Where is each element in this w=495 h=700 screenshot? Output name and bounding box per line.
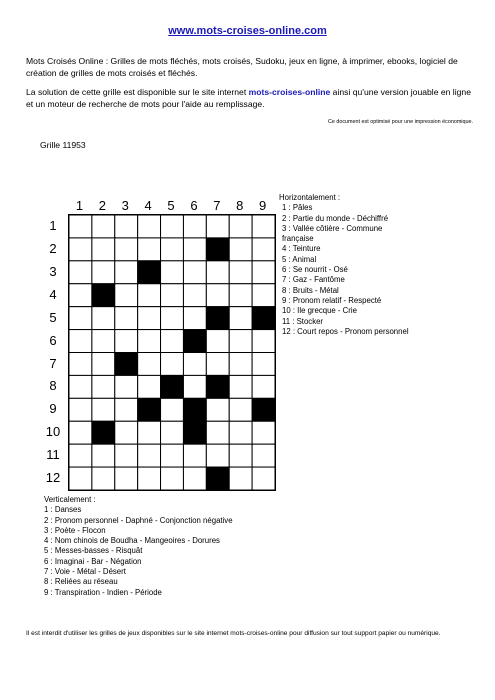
grid-cell[interactable] xyxy=(229,238,252,261)
grid-cell[interactable] xyxy=(92,238,115,261)
grid-cell[interactable] xyxy=(69,467,92,490)
grid-cell[interactable] xyxy=(92,330,115,353)
grid-cell[interactable] xyxy=(69,398,92,421)
grid-cell[interactable] xyxy=(115,398,138,421)
row-number: 5 xyxy=(49,309,57,325)
grid-cell[interactable] xyxy=(69,353,92,376)
grid-id: Grille 11953 xyxy=(40,140,86,150)
black-cell xyxy=(92,284,115,307)
clue-item: 8 : Reliées au réseau xyxy=(44,577,118,587)
grid-cell[interactable] xyxy=(115,307,138,330)
grid-cell[interactable] xyxy=(138,215,161,238)
clue-item: 9 : Pronom relatif - Respecté xyxy=(282,295,382,305)
column-number: 8 xyxy=(236,198,244,213)
grid-cell[interactable] xyxy=(183,444,206,467)
grid-cell[interactable] xyxy=(92,398,115,421)
grid-cell[interactable] xyxy=(69,375,92,398)
row-number: 8 xyxy=(49,378,57,394)
black-cell xyxy=(138,398,161,421)
solution-text-before: La solution de cette grille est disponible sur le site internet xyxy=(26,87,249,97)
column-number: 1 xyxy=(75,198,84,213)
grid-cell[interactable] xyxy=(115,215,138,238)
clue-item: 4 : Teinture xyxy=(282,244,321,254)
grid-cell[interactable] xyxy=(229,261,252,284)
clue-item: 10 : Ile grecque - Crie xyxy=(282,306,357,316)
grid-cell[interactable] xyxy=(252,261,275,284)
grid-cell[interactable] xyxy=(138,330,161,353)
black-cell xyxy=(183,398,206,421)
clue-item: 7 : Voie - Métal - Désert xyxy=(44,567,126,577)
grid-cell[interactable] xyxy=(206,421,229,444)
grid-cell[interactable] xyxy=(69,330,92,353)
column-numbers xyxy=(68,198,275,214)
grid-cell[interactable] xyxy=(183,284,206,307)
grid-cell[interactable] xyxy=(206,444,229,467)
grid-cell[interactable] xyxy=(206,215,229,238)
solution-text-after: ainsi qu'une version jouable en ligne et un moteur de recherche de mots pour l'aide au remplissage. xyxy=(26,87,471,109)
column-number: 3 xyxy=(121,198,129,213)
grid-cell[interactable] xyxy=(138,284,161,307)
crossword-grid-svg xyxy=(69,215,275,490)
horizontal-clues-title: Horizontalement : xyxy=(279,193,341,202)
clue-item: 11 : Stocker xyxy=(282,316,324,326)
grid-cell[interactable] xyxy=(161,467,184,490)
grid-cell[interactable] xyxy=(69,284,92,307)
grid-cell[interactable] xyxy=(252,238,275,261)
clue-item: 6 : Imaginai - Bar - Négation xyxy=(44,556,142,566)
grid-cell[interactable] xyxy=(183,307,206,330)
grid-cell[interactable] xyxy=(229,467,252,490)
grid-cell[interactable] xyxy=(115,261,138,284)
grid-cell[interactable] xyxy=(69,421,92,444)
grid-cell[interactable] xyxy=(138,353,161,376)
row-number: 3 xyxy=(49,263,57,279)
grid-cell[interactable] xyxy=(92,353,115,376)
row-number: 9 xyxy=(49,401,57,417)
brand-link[interactable]: mots-croises-online xyxy=(248,87,331,97)
grid-cell[interactable] xyxy=(161,398,184,421)
grid-cell[interactable] xyxy=(252,215,275,238)
vertical-clue-list xyxy=(44,505,344,598)
grid-cell[interactable] xyxy=(183,261,206,284)
grid-cell[interactable] xyxy=(115,330,138,353)
grid-cell[interactable] xyxy=(69,238,92,261)
grid-cell[interactable] xyxy=(115,284,138,307)
row-number: 1 xyxy=(49,218,57,233)
column-number: 2 xyxy=(98,198,106,213)
row-number: 12 xyxy=(45,470,61,486)
black-cell xyxy=(138,261,161,284)
clue-item: 6 : Se nourrit - Osé xyxy=(282,265,348,275)
grid-cell[interactable] xyxy=(69,261,92,284)
grid-cell[interactable] xyxy=(161,215,184,238)
grid-cell[interactable] xyxy=(252,353,275,376)
grid-cell[interactable] xyxy=(69,215,92,238)
grid-cell[interactable] xyxy=(229,330,252,353)
column-number: 5 xyxy=(167,198,175,213)
black-cell xyxy=(183,330,206,353)
grid-cell[interactable] xyxy=(229,353,252,376)
column-number: 7 xyxy=(213,198,221,213)
black-cell xyxy=(92,421,115,444)
black-cell xyxy=(206,238,229,261)
grid-cell[interactable] xyxy=(69,444,92,467)
row-number: 7 xyxy=(49,355,57,371)
grid-cell[interactable] xyxy=(92,215,115,238)
grid-cell[interactable] xyxy=(115,375,138,398)
grid-cell[interactable] xyxy=(92,307,115,330)
black-cell xyxy=(161,375,184,398)
clue-item: 9 : Transpiration - Indien - Période xyxy=(44,587,162,597)
column-number: 9 xyxy=(258,198,267,213)
grid-cell[interactable] xyxy=(92,467,115,490)
clue-item: 1 : Danses xyxy=(44,505,82,515)
clue-item: 2 : Pronom personnel - Daphné - Conjonction négative xyxy=(44,515,233,525)
grid-cell[interactable] xyxy=(92,444,115,467)
black-cell xyxy=(115,353,138,376)
grid-cell[interactable] xyxy=(252,421,275,444)
grid-cell[interactable] xyxy=(138,307,161,330)
row-number: 10 xyxy=(45,424,61,440)
grid-cell[interactable] xyxy=(183,353,206,376)
black-cell xyxy=(206,307,229,330)
grid-cell[interactable] xyxy=(252,330,275,353)
clue-item: française xyxy=(282,234,314,244)
grid-cell[interactable] xyxy=(161,238,184,261)
grid-cell[interactable] xyxy=(115,238,138,261)
grid-cell[interactable] xyxy=(183,215,206,238)
black-cell xyxy=(252,307,275,330)
grid-cell[interactable] xyxy=(229,215,252,238)
clue-item: 3 : Poète - Flocon xyxy=(44,525,106,535)
grid-cell[interactable] xyxy=(161,284,184,307)
grid-cell[interactable] xyxy=(161,330,184,353)
row-number: 6 xyxy=(49,332,57,348)
clue-item: 12 : Court repos - Pronom personnel xyxy=(282,326,409,336)
grid-cell[interactable] xyxy=(229,307,252,330)
grid-cell[interactable] xyxy=(138,238,161,261)
horizontal-clue-list xyxy=(279,203,489,337)
black-cell xyxy=(183,421,206,444)
grid-cell[interactable] xyxy=(161,421,184,444)
grid-cell[interactable] xyxy=(183,467,206,490)
clue-item: 4 : Nom chinois de Boudha - Mangeoires - Dorures xyxy=(44,536,220,546)
grid-cell[interactable] xyxy=(161,353,184,376)
grid-cell[interactable] xyxy=(138,375,161,398)
grid-cell[interactable] xyxy=(183,238,206,261)
row-number: 2 xyxy=(49,240,57,256)
grid-cell[interactable] xyxy=(138,421,161,444)
grid-cell[interactable] xyxy=(161,261,184,284)
clue-item: 1 : Pâles xyxy=(282,203,313,213)
row-numbers xyxy=(40,214,66,490)
grid-cell[interactable] xyxy=(229,375,252,398)
grid-cell[interactable] xyxy=(183,375,206,398)
grid-cell[interactable] xyxy=(206,330,229,353)
grid-cell[interactable] xyxy=(138,444,161,467)
footer-notice: Il est interdit d'utiliser les grilles de jeux disponibles sur le site internet mots-croises-online pour diffusion sur tout support papier ou numérique. xyxy=(26,630,441,637)
row-number: 11 xyxy=(46,447,60,463)
black-cell xyxy=(206,375,229,398)
grid-cell[interactable] xyxy=(138,467,161,490)
clue-item: 3 : Vallée côtière - Commune xyxy=(282,223,383,233)
grid-cell[interactable] xyxy=(252,375,275,398)
grid-cell[interactable] xyxy=(92,375,115,398)
grid-cell[interactable] xyxy=(115,467,138,490)
black-cell xyxy=(206,467,229,490)
eco-print-note: Ce document est optimisé pour une impression économique. xyxy=(327,119,473,125)
grid-cell[interactable] xyxy=(229,421,252,444)
clue-item: 2 : Partie du monde - Déchiffré xyxy=(282,213,389,223)
site-link[interactable]: www.mots-croises-online.com xyxy=(168,25,327,37)
grid-cell[interactable] xyxy=(115,421,138,444)
vertical-clues xyxy=(44,495,344,598)
grid-cell[interactable] xyxy=(69,307,92,330)
grid-cell[interactable] xyxy=(161,444,184,467)
intro-paragraph: Mots Croisés Online : Grilles de mots fléchés, mots croisés, Sudoku, jeux en ligne, à imprimer, ebooks, logiciel de création de grilles de mots croisés et fléchés. xyxy=(26,56,458,78)
column-number: 4 xyxy=(144,198,152,213)
clue-item: 5 : Animal xyxy=(282,254,317,264)
horizontal-clues xyxy=(279,193,489,337)
row-number: 4 xyxy=(49,286,57,302)
clue-item: 5 : Messes-basses - Risquât xyxy=(44,546,143,556)
clue-item: 8 : Bruits - Métal xyxy=(282,285,339,295)
crossword-grid[interactable] xyxy=(68,214,276,491)
grid-cell[interactable] xyxy=(229,398,252,421)
grid-cell[interactable] xyxy=(252,467,275,490)
grid-cell[interactable] xyxy=(161,307,184,330)
grid-cell[interactable] xyxy=(92,261,115,284)
grid-cell[interactable] xyxy=(115,444,138,467)
grid-cell[interactable] xyxy=(252,284,275,307)
solution-paragraph xyxy=(26,86,474,110)
grid-cell[interactable] xyxy=(206,398,229,421)
grid-cell[interactable] xyxy=(229,284,252,307)
clue-item: 7 : Gaz - Fantôme xyxy=(282,275,345,285)
black-cell xyxy=(252,398,275,421)
grid-cell[interactable] xyxy=(229,444,252,467)
grid-cell[interactable] xyxy=(206,261,229,284)
grid-cell[interactable] xyxy=(206,284,229,307)
column-number: 6 xyxy=(190,198,198,213)
grid-cell[interactable] xyxy=(206,353,229,376)
grid-cell[interactable] xyxy=(252,444,275,467)
vertical-clues-title: Verticalement : xyxy=(44,495,96,504)
